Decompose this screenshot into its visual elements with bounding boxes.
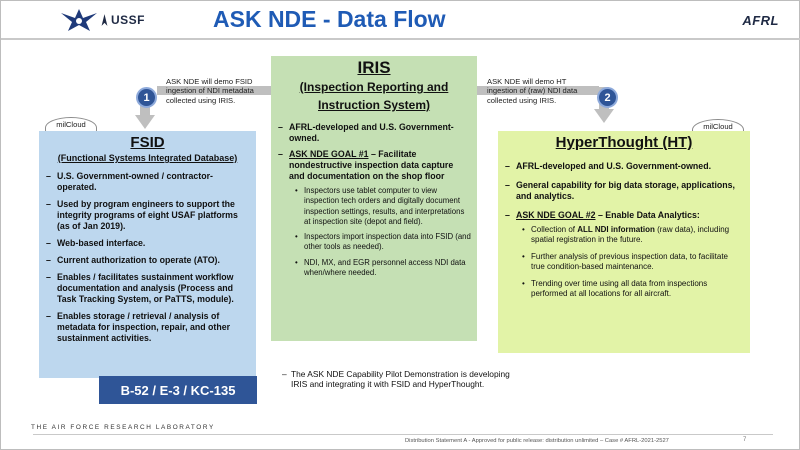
list-item: – Current authorization to operate (ATO).	[57, 255, 248, 266]
air-force-logo	[59, 7, 99, 33]
goal-2-text: – Enable Data Analytics:	[595, 210, 700, 220]
left-flow-arrow-head	[135, 115, 155, 129]
platforms-badge: B-52 / E-3 / KC-135	[99, 376, 257, 404]
afrl-logo: AFRL	[742, 13, 779, 28]
milcloud-storage-left: milCloud	[45, 117, 97, 141]
iris-subtitle-line1: (Inspection Reporting and	[299, 80, 449, 94]
hyperthought-goal-item	[516, 210, 742, 299]
left-arrow-note: ASK NDE will demo FSID ingestion of NDI metadata collected using IRIS.	[166, 77, 254, 105]
iris-list	[289, 122, 471, 278]
iris-subtitle-line2: Instruction System)	[317, 98, 431, 112]
iris-goal-item	[289, 149, 471, 278]
goal-1-text: – Facilitate nondestructive inspection data capture and documentation on the shop floor	[289, 149, 454, 181]
list-item: – AFRL-developed and U.S. Government-owned.	[516, 161, 742, 172]
hyperthought-panel	[498, 131, 750, 353]
goal-2-label: ASK NDE GOAL #2	[516, 210, 596, 220]
ussf-logo-text: USSF	[110, 13, 145, 27]
step-2-badge: 2	[597, 87, 618, 108]
fsid-title: FSID	[130, 134, 165, 151]
list-item: – Used by program engineers to support the integrity programs of eight USAF platforms (as of Jan 2019).	[57, 199, 248, 232]
hyperthought-list	[516, 161, 742, 299]
hyperthought-sublist	[522, 225, 742, 299]
pilot-demo-note: – The ASK NDE Capability Pilot Demonstration is developing IRIS and integrating it with FSID and HyperThought.	[291, 369, 521, 389]
step-1-badge: 1	[136, 87, 157, 108]
list-item: – Enables / facilitates sustainment workflow documentation and analysis (Process and Task Tracking System, or PaTTS, module).	[57, 272, 248, 305]
right-arrow-note: ASK NDE will demo HT ingestion of (raw) NDI data collected using IRIS.	[487, 77, 578, 105]
milcloud-storage-right: milCloud	[692, 119, 744, 143]
list-item: • Inspectors use tablet computer to view inspection tech orders and digitally document inspection settings, results, and interpretations at inspection site (depot and field).	[295, 186, 471, 227]
fsid-subtitle: (Functional Systems Integrated Database)	[57, 153, 238, 163]
list-item: • Inspectors import inspection data into FSID (and other tools as needed).	[295, 232, 471, 253]
list-item: – Enables storage / retrieval / analysis of metadata for inspection, repair, and other sustainment activities.	[57, 311, 248, 344]
iris-title: IRIS	[357, 58, 391, 77]
iris-sublist	[295, 186, 471, 278]
footer-lab-name: THE AIR FORCE RESEARCH LABORATORY	[31, 424, 215, 431]
list-item: – Web-based interface.	[57, 238, 248, 249]
footer-divider	[33, 434, 773, 435]
list-item: • Trending over time using all data from inspections performed at all locations for all aircraft.	[522, 279, 742, 300]
right-flow-arrow-head	[594, 109, 614, 123]
list-item: – U.S. Government-owned / contractor-operated.	[57, 171, 248, 193]
sub1-pre: Collection of	[531, 225, 578, 234]
fsid-panel	[39, 131, 256, 378]
sub1-bold: ALL NDI information	[577, 225, 655, 234]
list-item: • NDI, MX, and EGR personnel access NDI data when/where needed.	[295, 258, 471, 279]
page-number: 7	[743, 437, 747, 443]
list-item: – AFRL-developed and U.S. Government-owned.	[289, 122, 471, 144]
hyperthought-title: HyperThought (HT)	[555, 134, 693, 151]
list-item: • Further analysis of previous inspection data, to facilitate true condition-based maintenance.	[522, 252, 742, 273]
header-divider	[1, 38, 800, 40]
ussf-logo	[101, 9, 145, 31]
fsid-list	[57, 171, 248, 344]
iris-panel	[271, 56, 477, 341]
list-item	[522, 225, 742, 246]
page-title: ASK NDE - Data Flow	[213, 6, 446, 32]
goal-1-label: ASK NDE GOAL #1	[289, 149, 369, 159]
sub1-post: (raw data), including spatial registration in the future.	[531, 225, 730, 245]
distribution-statement: Distribution Statement A - Approved for public release: distribution unlimited – Case # AFRL-2021-2527	[405, 438, 669, 444]
list-item: – General capability for big data storage, applications, and analytics.	[516, 180, 742, 202]
